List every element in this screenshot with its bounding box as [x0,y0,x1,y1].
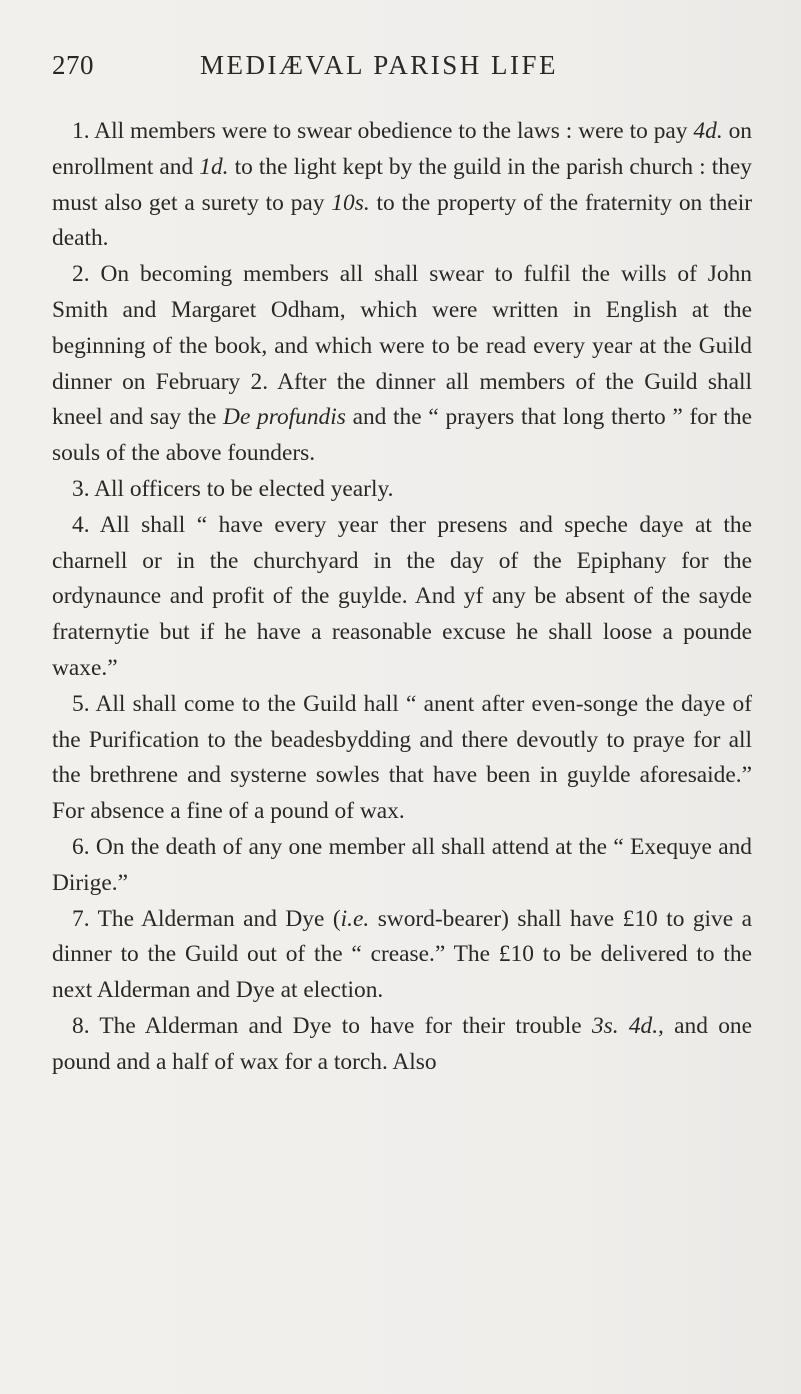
currency-amount: 10s. [331,189,370,216]
text-run: On becoming members all shall swear to fulfil the wills of John Smith and Margaret Odham, which were written in English at the beginning of the book, and which were to be read every year at the Guild dinner on February 2. After the dinner all members of the Guild shall kneel and say the [52,261,752,431]
abbreviation: i.e. [340,905,370,932]
text-run: to the property of the fraternity on their death. [52,189,752,252]
currency-amount: 1d. [199,153,229,180]
rule-number: 1. [72,118,90,144]
page-number: 270 [52,50,94,80]
text-run: All officers to be elected yearly. [89,475,394,502]
text-run: All shall come to the Guild hall “ anent after even-songe the daye of the Purification to the beadesbydding and there devoutly to praye for all the brethrene and systerne sowles that have been in guylde aforesaide.” For absence a fine of a pound of wax. [52,690,752,825]
rule-number: 6. [72,833,90,860]
rule-number: 2. [72,261,90,288]
rule-number: 4. [72,511,90,538]
running-head: MEDIÆVAL PARISH LIFE [200,50,559,80]
rule-number: 8. [72,1012,90,1039]
text-run: on enrollment and [52,118,752,180]
rule-paragraph-2 [52,257,752,472]
rule-paragraph-1 [52,114,752,257]
text-run: sword-bearer) shall have £10 to give a dinner to the Guild out of the “ crease.” The £10 to be delivered to the next Alderman and Dye at election. [52,905,752,1004]
text-run: The Alderman and Dye to have for their trouble [89,1012,592,1039]
rule-number: 7. [72,905,90,932]
text-run: The Alderman and Dye ( [89,905,341,932]
latin-title: De profundis [223,404,346,431]
rule-paragraph-5 [52,687,752,830]
text-run: All members were to swear obedience to the laws : were to pay [89,118,694,144]
rule-number: 3. [72,475,90,502]
currency-amount: 4d. [693,118,723,144]
currency-amount: 3s. 4d., [591,1012,664,1039]
rule-paragraph-3 [52,472,752,508]
text-run: to the light kept by the guild in the parish church : they must also get a surety to pay [52,153,752,216]
rule-paragraph-6 [52,830,752,902]
rule-paragraph-4 [52,508,752,687]
text-run: and one pound and a half of wax for a torch. Also [52,1012,752,1075]
rule-paragraph-7 [52,902,752,1009]
rule-paragraph-8 [52,1009,752,1081]
body-text [52,114,752,1081]
rule-number: 5. [72,690,90,717]
text-run: All shall “ have every year ther presens and speche daye at the charnell or in the churchyard in the day of the Epiphany for the ordynaunce and profit of the guylde. And yf any be absent of the sayde fraternytie but if he have a reasonable excuse he shall loose a pounde waxe.” [52,511,752,681]
page-header [52,50,741,90]
text-run: and the “ prayers that long therto ” for the souls of the above founders. [52,404,753,467]
text-run: On the death of any one member all shall attend at the “ Exequye and Dirige.” [52,833,752,896]
